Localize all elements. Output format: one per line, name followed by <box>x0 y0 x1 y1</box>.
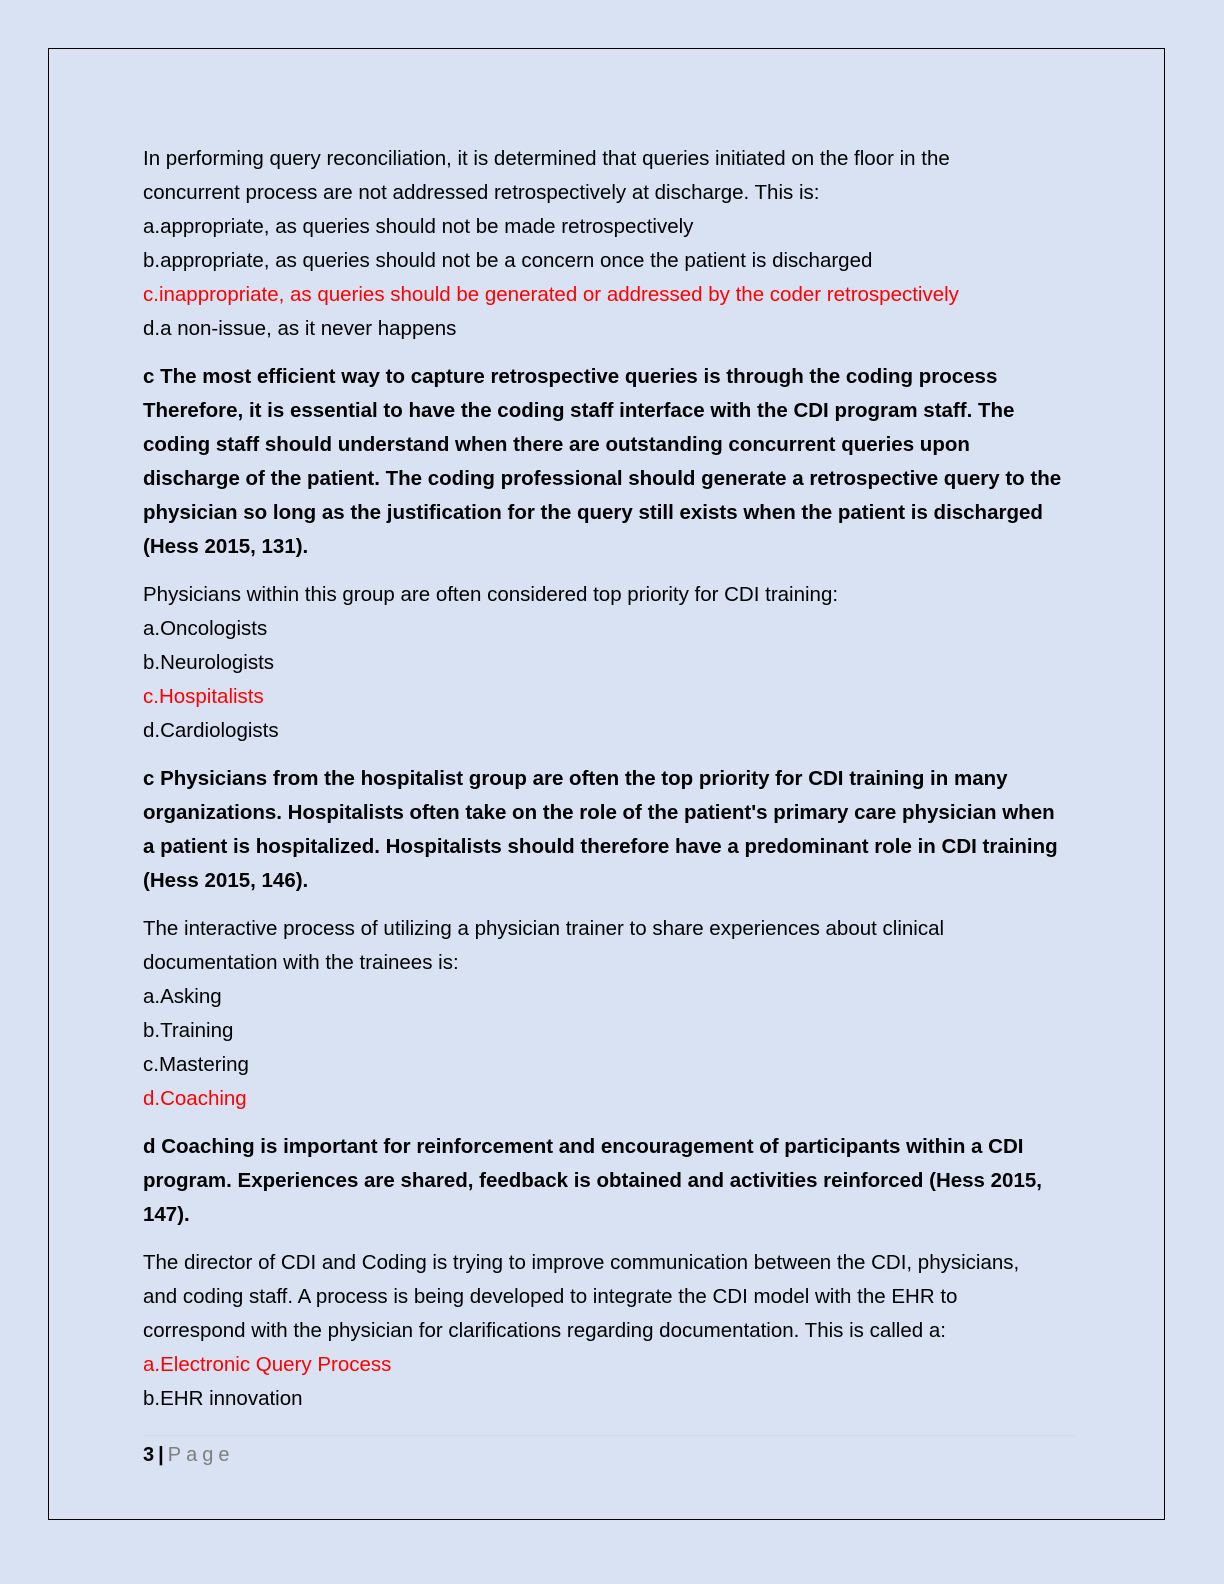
correct-answer-option: a.Electronic Query Process <box>143 1353 392 1376</box>
explanation-line: organizations. Hospitalists often take on the role of the patient's primary care physician when <box>143 801 1055 824</box>
question-stem-line: In performing query reconciliation, it is determined that queries initiated on the floor in the <box>143 147 950 170</box>
explanation-line: c Physicians from the hospitalist group are often the top priority for CDI training in many <box>143 767 1008 790</box>
question-4 <box>143 1246 1078 1416</box>
question-2 <box>143 578 1078 748</box>
answer-option: d.Cardiologists <box>143 719 279 742</box>
explanation-line: (Hess 2015, 131). <box>143 535 309 558</box>
correct-answer-option: d.Coaching <box>143 1087 247 1110</box>
answer-option: b.Training <box>143 1019 234 1042</box>
document-body <box>143 142 1078 1430</box>
explanation-line: physician so long as the justification for the query still exists when the patient is discharged <box>143 501 1043 524</box>
answer-option: a.appropriate, as queries should not be made retrospectively <box>143 215 694 238</box>
explanation-3 <box>143 1130 1078 1232</box>
answer-option: d.a non-issue, as it never happens <box>143 317 457 340</box>
answer-option: c.Mastering <box>143 1053 249 1076</box>
answer-option: b.EHR innovation <box>143 1387 303 1410</box>
answer-option: a.Asking <box>143 985 222 1008</box>
explanation-line: coding staff should understand when there are outstanding concurrent queries upon <box>143 433 970 456</box>
question-stem-line: The director of CDI and Coding is trying to improve communication between the CDI, physicians, <box>143 1251 1020 1274</box>
question-stem-line: concurrent process are not addressed retrospectively at discharge. This is: <box>143 181 820 204</box>
footer-separator: | <box>158 1444 164 1466</box>
question-1 <box>143 142 1078 346</box>
page-label: Page <box>167 1444 235 1466</box>
explanation-1 <box>143 360 1078 564</box>
question-stem-line: Physicians within this group are often considered top priority for CDI training: <box>143 583 839 606</box>
answer-option: b.Neurologists <box>143 651 275 674</box>
explanation-line: c The most efficient way to capture retrospective queries is through the coding process <box>143 365 998 388</box>
question-stem-line: documentation with the trainees is: <box>143 951 459 974</box>
explanation-line: discharge of the patient. The coding professional should generate a retrospective query to the <box>143 467 1062 490</box>
explanation-line: 147). <box>143 1203 190 1226</box>
explanation-line: d Coaching is important for reinforcement and encouragement of participants within a CDI <box>143 1135 1024 1158</box>
correct-answer-option: c.inappropriate, as queries should be generated or addressed by the coder retrospectively <box>143 283 959 306</box>
explanation-2 <box>143 762 1078 898</box>
page-footer <box>143 1435 1074 1469</box>
question-3 <box>143 912 1078 1116</box>
question-stem-line: and coding staff. A process is being developed to integrate the CDI model with the EHR to <box>143 1285 958 1308</box>
explanation-line: Therefore, it is essential to have the coding staff interface with the CDI program staff. The <box>143 399 1015 422</box>
question-stem-line: The interactive process of utilizing a physician trainer to share experiences about clinical <box>143 917 945 940</box>
answer-option: b.appropriate, as queries should not be a concern once the patient is discharged <box>143 249 873 272</box>
question-stem-line: correspond with the physician for clarifications regarding documentation. This is called a: <box>143 1319 946 1342</box>
answer-option: a.Oncologists <box>143 617 268 640</box>
page-number: 3 <box>143 1444 155 1466</box>
explanation-line: program. Experiences are shared, feedback is obtained and activities reinforced (Hess 2015, <box>143 1169 1042 1192</box>
correct-answer-option: c.Hospitalists <box>143 685 264 708</box>
explanation-line: a patient is hospitalized. Hospitalists should therefore have a predominant role in CDI training <box>143 835 1058 858</box>
explanation-line: (Hess 2015, 146). <box>143 869 309 892</box>
